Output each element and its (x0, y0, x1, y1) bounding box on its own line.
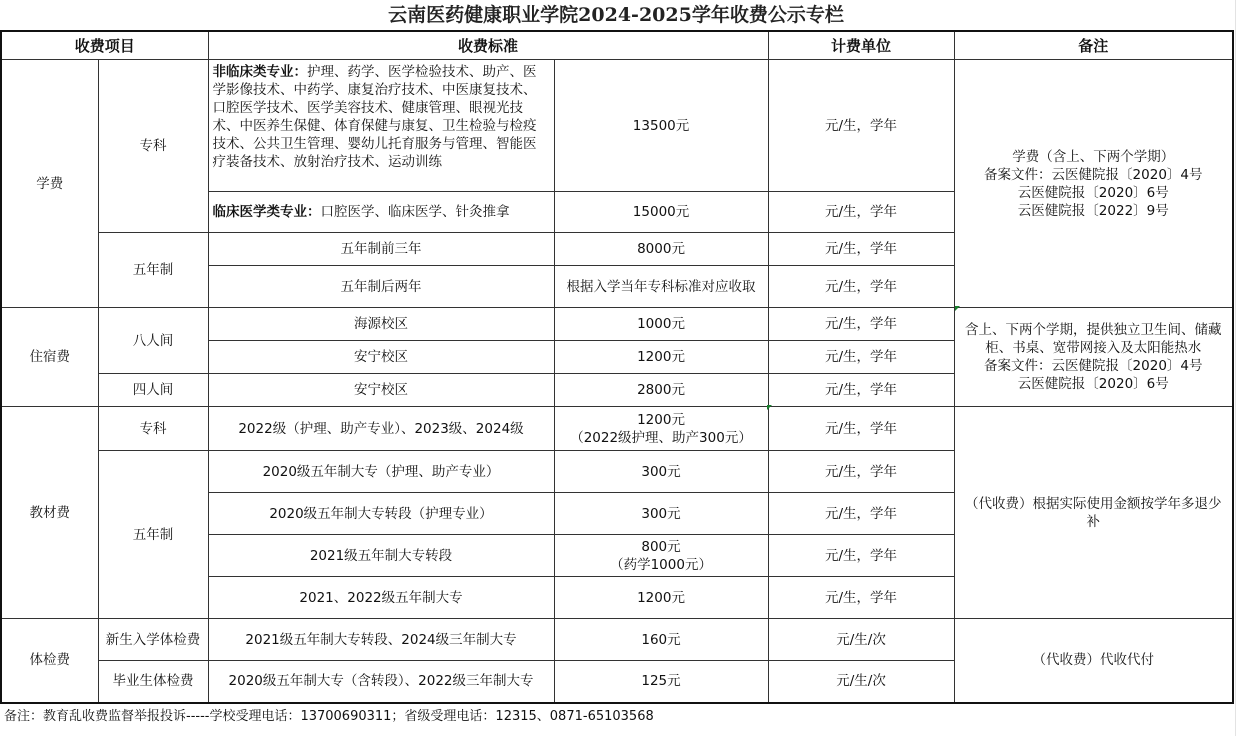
lodging-campus: 海源校区 (208, 308, 554, 341)
exam-type: 新生入学体检费 (98, 619, 208, 661)
note-line: 备案文件：云医健院报〔2020〕4号 (984, 358, 1203, 374)
five-year-first-three-price: 8000元 (554, 233, 768, 266)
clinical-majors (208, 192, 554, 233)
unit-cell: 元/生，学年 (768, 374, 954, 407)
clinical-title: 临床医学类专业： (212, 204, 321, 220)
textbook-price: 1200元 (554, 577, 768, 619)
lodging-campus: 安宁校区 (208, 341, 554, 374)
unit-cell: 元/生，学年 (768, 308, 954, 341)
exam-unit: 元/生/次 (768, 661, 954, 703)
unit-cell: 元/生，学年 (768, 535, 954, 577)
lodging-price: 1000元 (554, 308, 768, 341)
lodging-price: 2800元 (554, 374, 768, 407)
textbook-five-year: 五年制 (98, 451, 208, 619)
table-row (1, 619, 1233, 661)
price-line: 800元 (641, 538, 681, 555)
price-line: （2022级护理、助产300元） (570, 429, 752, 446)
lodging-eight: 八人间 (98, 308, 208, 374)
header-item: 收费项目 (1, 31, 208, 60)
note-line: 云医健院报〔2022〕9号 (1017, 202, 1169, 219)
price-line: 1200元 (637, 411, 685, 428)
table-row (1, 60, 1233, 192)
price-line: （药学1000元） (610, 556, 712, 573)
textbook-standard: 2020级五年制大专转段（护理专业） (208, 493, 554, 535)
textbook-standard: 2020级五年制大专（护理、助产专业） (208, 451, 554, 493)
unit-cell: 元/生，学年 (768, 233, 954, 266)
lodging-note (954, 308, 1233, 407)
unit-cell: 元/生，学年 (768, 266, 954, 308)
textbook-note: （代收费）根据实际使用金额按学年多退少补 (954, 407, 1233, 619)
sheet-gridline (1235, 0, 1236, 736)
lodging-label: 住宿费 (1, 308, 98, 407)
unit-cell: 元/生，学年 (768, 577, 954, 619)
textbook-price (554, 535, 768, 577)
comment-marker-icon (767, 405, 772, 410)
note-line: 云医健院报〔2020〕6号 (1017, 184, 1169, 201)
exam-standard: 2020级五年制大专（含转段）、2022级三年制大专 (208, 661, 554, 703)
textbook-zhuanke: 专科 (98, 407, 208, 451)
unit-cell: 元/生，学年 (768, 493, 954, 535)
textbook-standard: 2021、2022级五年制大专 (208, 577, 554, 619)
header-note: 备注 (954, 31, 1233, 60)
exam-price: 125元 (554, 661, 768, 703)
textbook-price (554, 407, 768, 451)
five-year-last-two: 五年制后两年 (208, 266, 554, 308)
clinical-list: 口腔医学、临床医学、针灸推拿 (320, 204, 510, 220)
textbook-standard: 2021级五年制大专转段 (208, 535, 554, 577)
table-row (1, 308, 1233, 341)
exam-note: （代收费）代收代付 (954, 619, 1233, 703)
lodging-price: 1200元 (554, 341, 768, 374)
exam-type: 毕业生体检费 (98, 661, 208, 703)
five-year-first-three: 五年制前三年 (208, 233, 554, 266)
note-line: 备案文件：云医健院报〔2020〕4号 (984, 166, 1203, 183)
five-year-last-two-price: 根据入学当年专科标准对应收取 (554, 266, 768, 308)
lodging-campus: 安宁校区 (208, 374, 554, 407)
tuition-zhuanke-label: 专科 (98, 60, 208, 233)
fee-table (0, 30, 1234, 704)
exam-standard: 2021级五年制大专转段、2024级三年制大专 (208, 619, 554, 661)
unit-cell: 元/生，学年 (768, 60, 954, 192)
nonclinical-price: 13500元 (554, 60, 768, 192)
clinical-price: 15000元 (554, 192, 768, 233)
page-title: 云南医药健康职业学院2024-2025学年收费公示专栏 (388, 4, 844, 26)
tuition-note (954, 60, 1233, 308)
header-standard: 收费标准 (208, 31, 768, 60)
tuition-label: 学费 (1, 60, 98, 308)
header-unit: 计费单位 (768, 31, 954, 60)
nonclinical-majors (208, 60, 554, 192)
lodging-four: 四人间 (98, 374, 208, 407)
textbook-price: 300元 (554, 493, 768, 535)
unit-cell: 元/生，学年 (768, 192, 954, 233)
header-row (1, 31, 1233, 60)
unit-cell: 元/生，学年 (768, 341, 954, 374)
footer-note: 备注：教育乱收费监督举报投诉-----学校受理电话：13700690311；省级受理电话：12315、0871-65103568 (4, 709, 654, 724)
nonclinical-title: 非临床类专业： (212, 64, 308, 80)
exam-unit: 元/生/次 (768, 619, 954, 661)
exam-label: 体检费 (1, 619, 98, 703)
unit-cell: 元/生，学年 (768, 407, 954, 451)
textbook-price: 300元 (554, 451, 768, 493)
note-line: 云医健院报〔2020〕6号 (1017, 376, 1169, 392)
note-line: 学费（含上、下两个学期） (1012, 148, 1175, 165)
textbook-label: 教材费 (1, 407, 98, 619)
textbook-standard: 2022级（护理、助产专业）、2023级、2024级 (208, 407, 554, 451)
exam-price: 160元 (554, 619, 768, 661)
nonclinical-list: 护理、药学、医学检验技术、助产、医学影像技术、中药学、康复治疗技术、中医康复技术、口腔医学技术、医学美容技术、健康管理、眼视光技术、中医养生保健、体育保健与康复、卫生检验与检疫技术、公共卫生管理、婴幼儿托育服务与管理、智能医疗装备技术、放射治疗技术、运动训练 (212, 64, 537, 170)
comment-marker-icon (955, 306, 960, 311)
note-line: 含上、下两个学期，提供独立卫生间、储藏柜、书桌、宽带网接入及太阳能热水 (965, 322, 1222, 356)
tuition-five-year-label: 五年制 (98, 233, 208, 308)
unit-cell: 元/生，学年 (768, 451, 954, 493)
table-row (1, 407, 1233, 451)
